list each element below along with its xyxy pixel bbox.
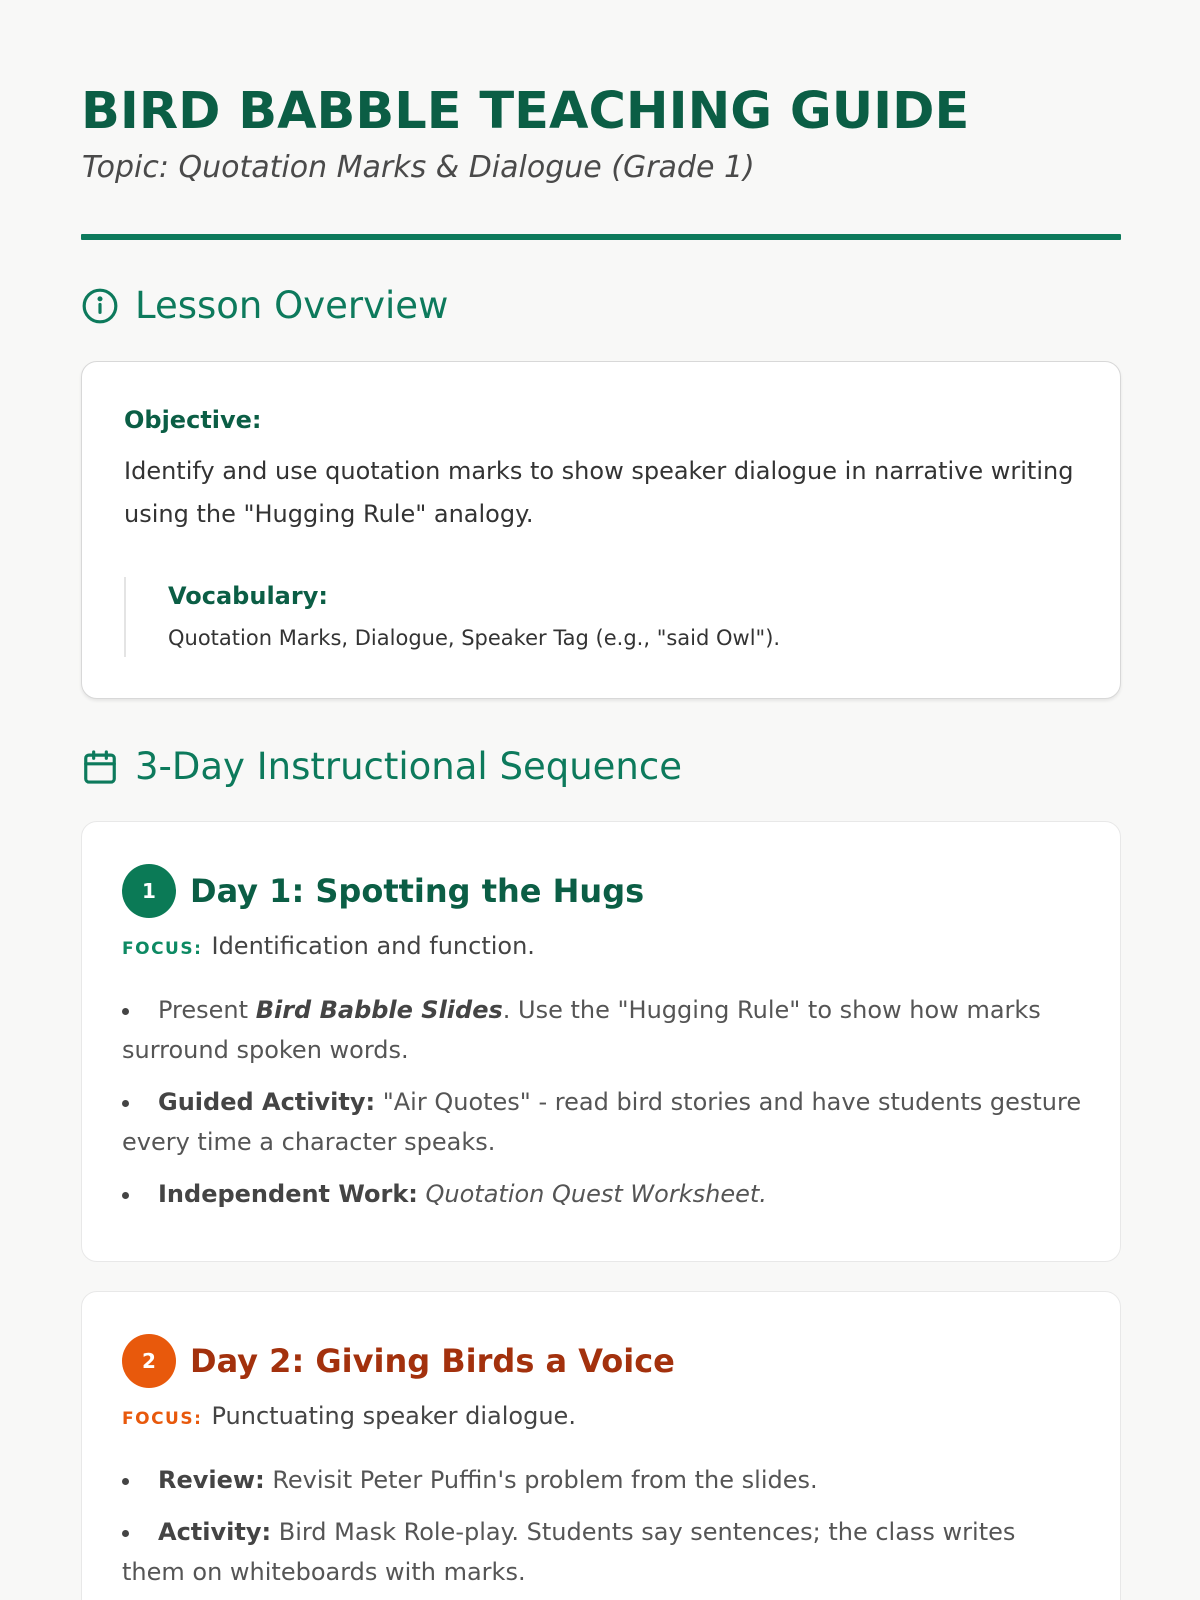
- focus-label: FOCUS:: [122, 939, 203, 959]
- page-title: BIRD BABBLE TEACHING GUIDE: [81, 82, 970, 141]
- vocabulary-text: Quotation Marks, Dialogue, Speaker Tag (e.g., "said Owl").: [168, 626, 781, 650]
- calendar-icon: [81, 748, 119, 786]
- day-2-header: [122, 1334, 675, 1388]
- day-focus: [122, 932, 535, 960]
- list-item: Guided Activity: "Air Quotes" - read bird stories and have students gesture every time a character speaks.: [122, 1082, 1082, 1162]
- day-number-badge: 2: [122, 1334, 176, 1388]
- list-item: Activity: Bird Mask Role-play. Students say sentences; the class writes them on whiteboards with marks.: [122, 1512, 1082, 1592]
- day-1-activities: [122, 990, 1082, 1226]
- day-2-activities: [122, 1460, 1082, 1600]
- day-2-card: [81, 1291, 1121, 1600]
- focus-text: Identification and function.: [211, 932, 535, 960]
- focus-label: FOCUS:: [122, 1409, 203, 1429]
- vocabulary-label: Vocabulary:: [168, 582, 328, 610]
- list-item: Independent Work: Quotation Quest Worksheet.: [122, 1174, 1082, 1214]
- day-title: Day 2: Giving Birds a Voice: [190, 1342, 675, 1380]
- list-item: Review: Revisit Peter Puffin's problem from the slides.: [122, 1460, 1082, 1500]
- info-icon: [81, 287, 119, 325]
- lesson-overview-heading: [81, 284, 448, 328]
- header-divider: [81, 234, 1121, 240]
- section-title: Lesson Overview: [135, 284, 449, 327]
- day-focus: [122, 1402, 576, 1430]
- section-title: 3-Day Instructional Sequence: [135, 745, 682, 788]
- day-title: Day 1: Spotting the Hugs: [190, 872, 645, 910]
- day-number-badge: 1: [122, 864, 176, 918]
- vocabulary-block: [124, 577, 780, 657]
- focus-text: Punctuating speaker dialogue.: [211, 1402, 576, 1430]
- day-1-header: [122, 864, 644, 918]
- objective-text: Identify and use quotation marks to show speaker dialogue in narrative writing using the "Hugging Rule" analogy.: [124, 457, 1074, 528]
- objective-label: Objective:: [124, 406, 262, 434]
- day-1-card: [81, 821, 1121, 1262]
- sequence-heading: [81, 745, 682, 789]
- list-item: Present Bird Babble Slides. Use the "Hugging Rule" to show how marks surround spoken words.: [122, 990, 1082, 1070]
- page-subtitle: Topic: Quotation Marks & Dialogue (Grade 1): [82, 150, 755, 185]
- lesson-overview-card: [81, 361, 1121, 699]
